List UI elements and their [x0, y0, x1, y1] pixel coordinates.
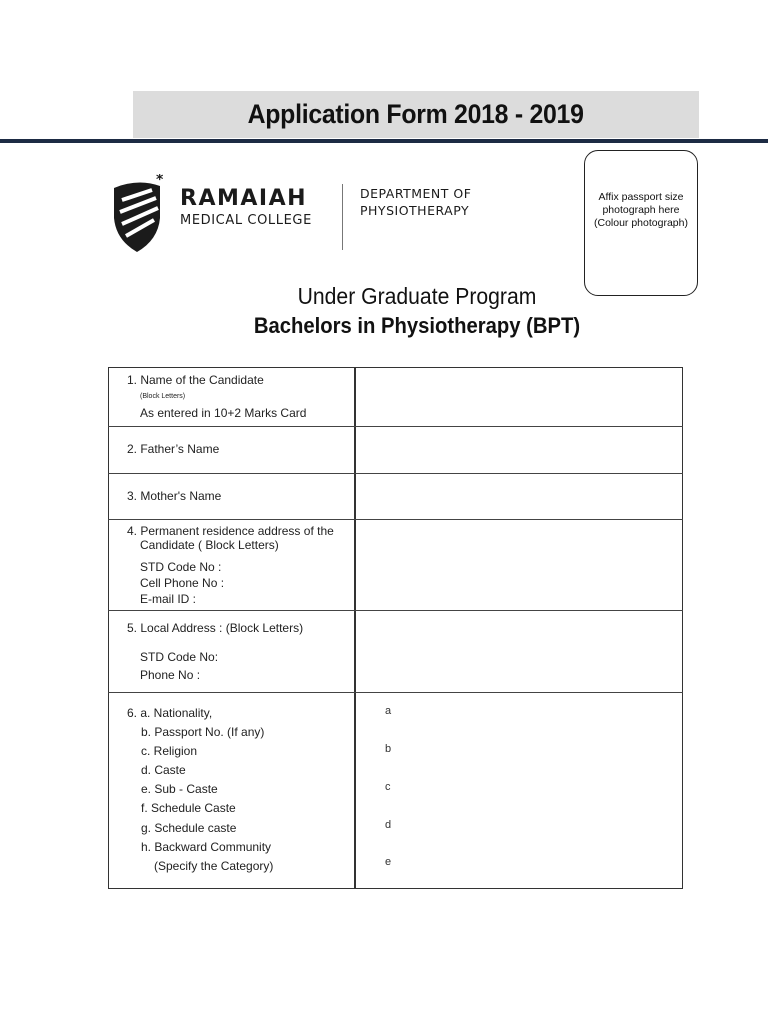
q2-label: 2. Father’s Name	[127, 442, 220, 456]
program-level: Under Graduate Program	[297, 283, 537, 309]
q5-label: 5. Local Address : (Block Letters)	[127, 621, 304, 635]
logo-college: MEDICAL COLLEGE	[180, 213, 312, 228]
q5-phone: Phone No :	[140, 668, 201, 682]
q1-sub: As entered in 10+2 Marks Card	[140, 406, 307, 420]
permanent-address-field[interactable]	[357, 521, 681, 609]
table-column-divider	[354, 367, 356, 889]
q6-item: b. Passport No. (If any)	[141, 725, 265, 739]
q1-label: 1. Name of the Candidate	[127, 373, 264, 387]
personal-details-field[interactable]	[357, 694, 681, 887]
logo-name: RAMAIAH	[180, 186, 308, 211]
row-divider	[108, 692, 683, 693]
q6-item: 6. a. Nationality,	[127, 706, 213, 720]
q5-std: STD Code No:	[140, 650, 219, 664]
q4-label-line2: Candidate ( Block Letters)	[140, 538, 279, 552]
local-address-field[interactable]	[357, 612, 681, 691]
svg-text:*: *	[156, 174, 164, 188]
q6-item: h. Backward Community	[141, 840, 272, 854]
answer-letter: d	[385, 819, 392, 831]
dept-line1: DEPARTMENT OF	[360, 186, 472, 201]
q6-item: f. Schedule Caste	[141, 801, 236, 815]
q6-item: g. Schedule caste	[141, 821, 237, 835]
father-name-field[interactable]	[357, 428, 681, 472]
photo-line2: photograph here	[602, 204, 680, 216]
q6-item: c. Religion	[141, 744, 198, 758]
row-divider	[108, 519, 683, 520]
q4-label-line1: 4. Permanent residence address of the	[127, 524, 334, 538]
photo-line1: Affix passport size	[598, 191, 684, 203]
answer-letter: a	[385, 705, 392, 717]
logo-divider	[342, 184, 343, 250]
q6-item: e. Sub - Caste	[141, 782, 218, 796]
ramaiah-emblem-icon	[108, 174, 170, 258]
answer-letter: c	[385, 781, 391, 793]
row-divider	[108, 426, 683, 427]
answer-letter: b	[385, 743, 392, 755]
header-rule	[0, 139, 768, 143]
q4-std: STD Code No :	[140, 560, 222, 574]
ramaiah-logo	[108, 170, 488, 254]
photo-placeholder	[584, 150, 698, 296]
q4-cell: Cell Phone No :	[140, 576, 225, 590]
q3-label: 3. Mother's Name	[127, 489, 222, 503]
form-title: Application Form 2018 - 2019	[247, 99, 584, 129]
q6-item: (Specify the Category)	[154, 859, 274, 873]
candidate-name-field[interactable]	[357, 369, 681, 425]
dept-line2: PHYSIOTHERAPY	[360, 203, 470, 218]
q1-note: (Block Letters)	[140, 393, 186, 400]
answer-letter: e	[385, 856, 392, 868]
q6-item: d. Caste	[141, 763, 186, 777]
row-divider	[108, 610, 683, 611]
q4-email: E-mail ID :	[140, 592, 197, 606]
row-divider	[108, 473, 683, 474]
form-title-banner	[133, 91, 699, 138]
photo-instructions	[585, 191, 697, 230]
program-name: Bachelors in Physiotherapy (BPT)	[253, 313, 581, 338]
photo-line3: (Colour photograph)	[594, 217, 688, 229]
mother-name-field[interactable]	[357, 475, 681, 518]
logo-department	[360, 185, 471, 219]
